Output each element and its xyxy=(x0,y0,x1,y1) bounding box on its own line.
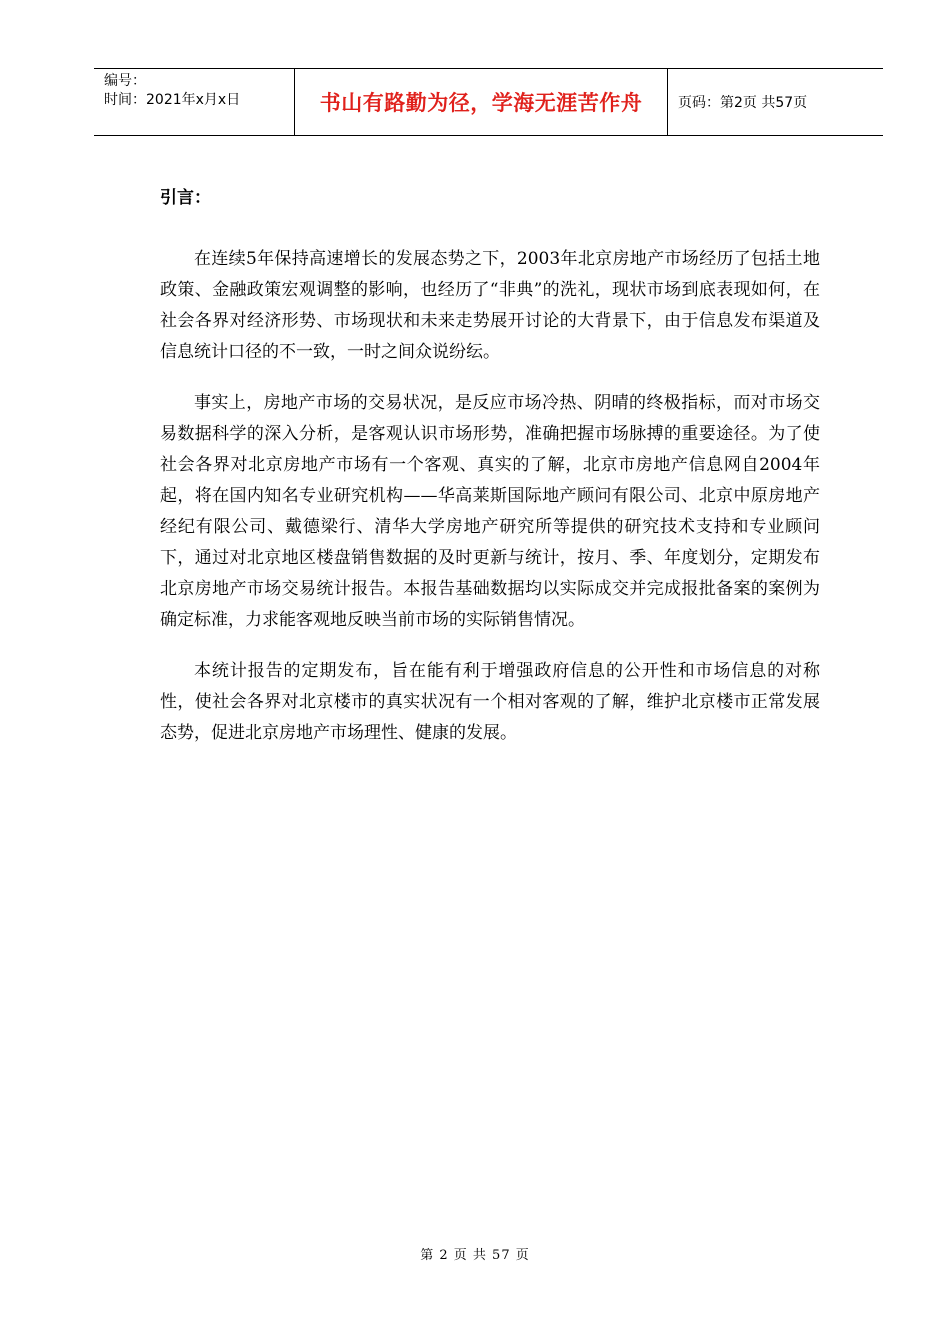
header-page-cell xyxy=(668,69,883,135)
time-label: 时间：2021年x月x日 xyxy=(104,92,241,108)
document-body xyxy=(160,178,820,769)
paragraph-3: 本统计报告的定期发布，旨在能有利于增强政府信息的公开性和市场信息的对称性，使社会各界对北京楼市的真实状况有一个相对客观的了解，维护北京楼市正常发展态势，促进北京房地产市场理性、健康的发展。 xyxy=(160,661,820,743)
paragraph-2: 事实上，房地产市场的交易状况，是反应市场冷热、阴晴的终极指标，而对市场交易数据科学的深入分析，是客观认识市场形势，准确把握市场脉搏的重要途径。为了使社会各界对北京房地产市场有一个客观、真实的了解，北京市房地产信息网自2004年起，将在国内知名专业研究机构——华高莱斯国际地产顾问有限公司、北京中原房地产经纪有限公司、戴德梁行、清华大学房地产研究所等提供的研究技术支持和专业顾问下，通过对北京地区楼盘销售数据的及时更新与统计，按月、季、年度划分，定期发布北京房地产市场交易统计报告。本报告基础数据均以实际成交并完成报批备案的案例为确定标准，力求能客观地反映当前市场的实际销售情况。 xyxy=(160,393,820,630)
motto-text: 书山有路勤为径，学海无涯苦作舟 xyxy=(319,91,643,115)
header-motto-cell xyxy=(295,69,668,135)
page-footer: 第 2 页 共 57 页 xyxy=(420,1248,530,1263)
serial-number-label: 编号： xyxy=(104,73,146,89)
document-header xyxy=(94,68,883,136)
section-heading: 引言： xyxy=(160,188,211,208)
header-meta-cell xyxy=(94,69,295,135)
paragraph-1: 在连续5年保持高速增长的发展态势之下，2003年北京房地产市场经历了包括土地政策、金融政策宏观调整的影响，也经历了“非典”的洗礼，现状市场到底表现如何，在社会各界对经济形势、市场现状和未来走势展开讨论的大背景下，由于信息发布渠道及信息统计口径的不一致，一时之间众说纷纭。 xyxy=(160,249,820,362)
page-number-label: 页码：第2页 共57页 xyxy=(678,95,808,111)
